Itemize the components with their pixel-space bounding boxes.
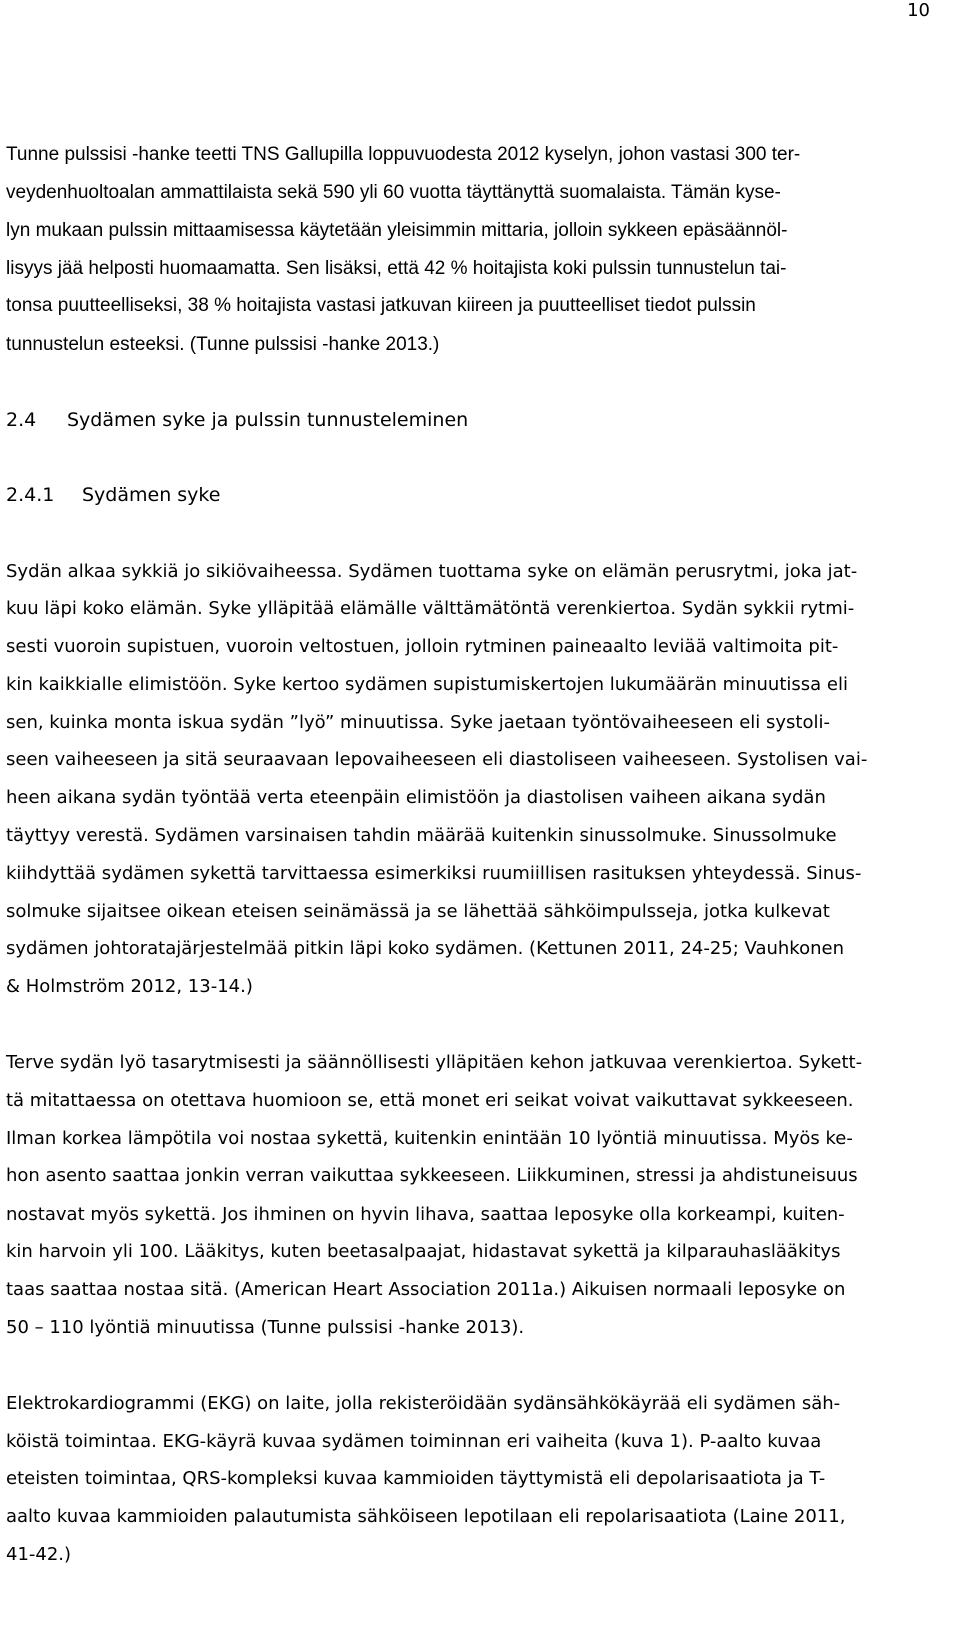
paragraph-line: sydämen johtoratajärjestelmää pitkin läpi koko sydämen. (Kettunen 2011, 24-25; Vauhkonen	[6, 938, 844, 959]
paragraph-line: seen vaiheeseen ja sitä seuraavaan lepovaiheeseen eli diastoliseen vaiheeseen. Systolisen vai-	[6, 749, 868, 770]
section-title: Sydämen syke ja pulssin tunnusteleminen	[67, 409, 469, 431]
subsection-number: 2.4.1	[6, 484, 55, 506]
paragraph-line: kin harvoin yli 100. Lääkitys, kuten beetasalpaajat, hidastavat sykettä ja kilparauhaslääkitys	[6, 1241, 841, 1262]
section-heading	[6, 408, 468, 432]
paragraph-line: eteisten toimintaa, QRS-kompleksi kuvaa kammioiden täyttymistä eli depolarisaatiota ja T-	[6, 1468, 826, 1489]
section-number: 2.4	[6, 409, 37, 431]
paragraph-line: 50 – 110 lyöntiä minuutissa (Tunne pulssisi -hanke 2013).	[6, 1317, 525, 1338]
paragraph-line: lyn mukaan pulssin mittaamisessa käytetään yleisimmin mittaria, jolloin sykkeen epäsäännöl-	[6, 220, 788, 241]
paragraph-line: sen, kuinka monta iskua sydän ”lyö” minuutissa. Syke jaetaan työntövaiheeseen eli systoli-	[6, 712, 830, 733]
paragraph-line: tunnustelun esteeksi. (Tunne pulssisi -hanke 2013.)	[6, 334, 440, 355]
paragraph-line: kuu läpi koko elämän. Syke ylläpitää elämälle välttämätöntä verenkiertoa. Sydän sykkii rytmi-	[6, 598, 855, 619]
paragraph-line: hon asento saattaa jonkin verran vaikuttaa sykkeeseen. Liikkuminen, stressi ja ahdistuneisuus	[6, 1165, 858, 1186]
paragraph-line: taas saattaa nostaa sitä. (American Heart Association 2011a.) Aikuisen normaali leposyke on	[6, 1279, 846, 1300]
paragraph-line: aalto kuvaa kammioiden palautumista sähköiseen lepotilaan eli repolarisaatiota (Laine 2011,	[6, 1506, 846, 1527]
paragraph-line: sesti vuoroin supistuen, vuoroin veltostuen, jolloin rytminen paineaalto leviää valtimoita pit-	[6, 636, 839, 657]
paragraph-line: & Holmström 2012, 13-14.)	[6, 976, 253, 997]
paragraph-line: Sydän alkaa sykkiä jo sikiövaiheessa. Sydämen tuottama syke on elämän perusrytmi, joka jat-	[6, 561, 858, 582]
paragraph-line: 41-42.)	[6, 1544, 72, 1565]
paragraph-line: Tunne pulssisi -hanke teetti TNS Gallupilla loppuvuodesta 2012 kyselyn, johon vastasi 300 ter-	[6, 144, 801, 165]
paragraph-line: tä mitattaessa on otettava huomioon se, että monet eri seikat voivat vaikuttavat sykkeeseen.	[6, 1090, 854, 1111]
paragraph-line: nostavat myös sykettä. Jos ihminen on hyvin lihava, saattaa leposyke olla korkeampi, kuiten-	[6, 1204, 845, 1225]
paragraph-line: täyttyy verestä. Sydämen varsinaisen tahdin määrää kuitenkin sinussolmuke. Sinussolmuke	[6, 825, 837, 846]
paragraph-line: Terve sydän lyö tasarytmisesti ja säännöllisesti ylläpitäen kehon jatkuvaa verenkiertoa. Sykett-	[6, 1052, 863, 1073]
paragraph-line: lisyys jää helposti huomaamatta. Sen lisäksi, että 42 % hoitajista koki pulssin tunnustelun tai-	[6, 258, 787, 279]
paragraph-line: veydenhuoltoalan ammattilaista sekä 590 yli 60 vuotta täyttänyttä suomalaista. Tämän kyse-	[6, 182, 781, 203]
paragraph-line: tonsa puutteelliseksi, 38 % hoitajista vastasi jatkuvan kiireen ja puutteelliset tiedot pulssin	[6, 295, 756, 316]
page-number: 10	[907, 0, 930, 21]
paragraph-line: kiihdyttää sydämen sykettä tarvittaessa esimerkiksi ruumiillisen rasituksen yhteydessä. Sinus-	[6, 863, 862, 884]
paragraph-line: solmuke sijaitsee oikean eteisen seinämässä ja se lähettää sähköimpulsseja, jotka kulkevat	[6, 901, 830, 922]
paragraph-line: Elektrokardiogrammi (EKG) on laite, jolla rekisteröidään sydänsähkökäyrää eli sydämen säh-	[6, 1393, 841, 1414]
subsection-heading	[6, 483, 220, 507]
paragraph-line: kin kaikkialle elimistöön. Syke kertoo sydämen supistumiskertojen lukumäärän minuutissa eli	[6, 674, 848, 695]
paragraph-line: heen aikana sydän työntää verta eteenpäin elimistöön ja diastolisen vaiheen aikana sydän	[6, 787, 826, 808]
paragraph-line: Ilman korkea lämpötila voi nostaa sykettä, kuitenkin enintään 10 lyöntiä minuutissa. Myös ke-	[6, 1128, 853, 1149]
subsection-title: Sydämen syke	[82, 484, 221, 506]
paragraph-line: köistä toimintaa. EKG-käyrä kuvaa sydämen toiminnan eri vaiheita (kuva 1). P-aalto kuvaa	[6, 1431, 822, 1452]
